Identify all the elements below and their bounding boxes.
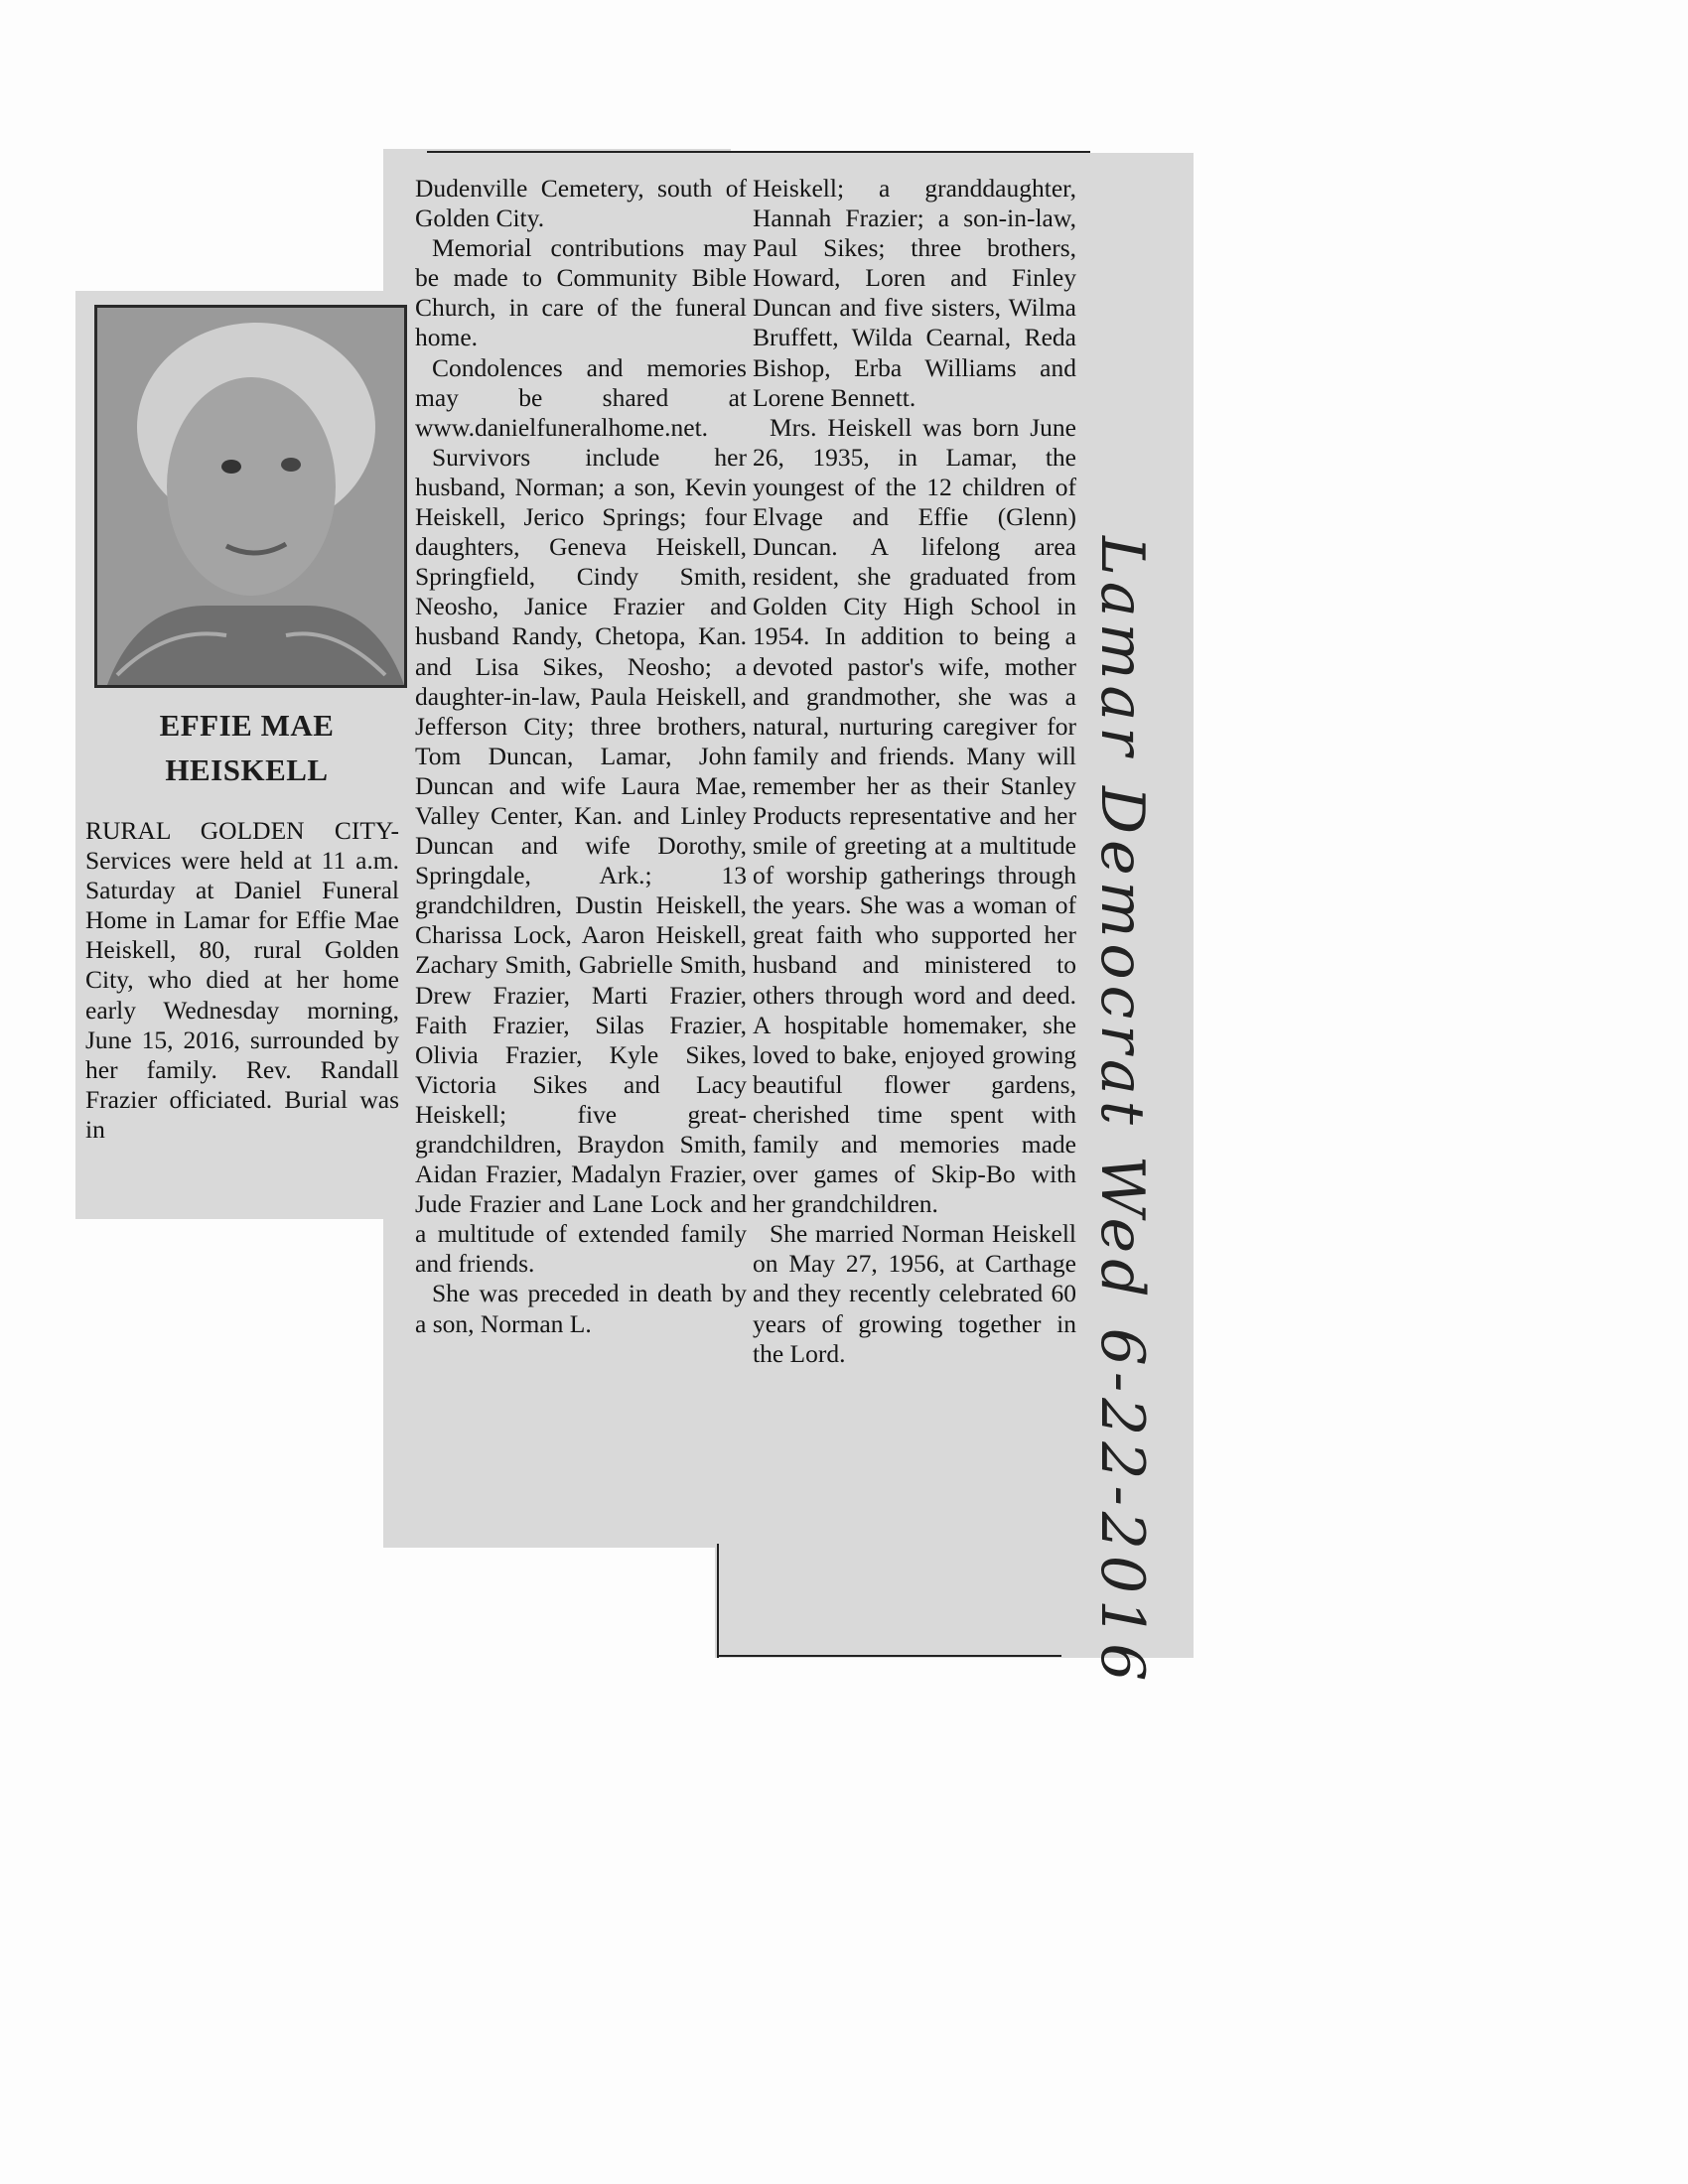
- paragraph: Heiskell; a granddaughter, Hannah Frazier; a son-in-law, Paul Sikes; three brothers, Howard, Loren and Finley Duncan and five sisters, Wilma Bruffett, Wilda Cearnal, Reda Bishop, Erba Williams and Lorene Bennett.: [753, 174, 1076, 412]
- paragraph: She married Norman Heiskell on May 27, 1956, at Carthage and they recently celebrated 60 years of growing together in the Lord.: [753, 1219, 1076, 1368]
- paragraph: Memorial contributions may be made to Community Bible Church, in care of the funeral home.: [415, 233, 747, 352]
- column-rule-left: [717, 1544, 719, 1658]
- column-rule-bottom: [719, 1655, 1061, 1657]
- handwritten-source-note: Lamar Democrat Wed 6-22-2016: [1087, 536, 1157, 1688]
- deceased-name: [95, 703, 398, 792]
- name-line-1: EFFIE MAE: [159, 708, 335, 743]
- paragraph: Survivors include her husband, Norman; a son, Kevin Heiskell, Jerico Springs; four daughters, Geneva Heiskell, Springfield, Cindy Smith, Neosho, Janice Frazier and husband Randy, Chetopa, Kan. and Lisa Sikes, Neosho; a daughter-in-law, Paula Heiskell, Jefferson City; three brothers, Tom Duncan, Lamar, John Duncan and wife Laura Mae, Valley Center, Kan. and Linley Duncan and wife Dorothy, Springdale, Ark.; 13 grandchildren, Dustin Heiskell, Charissa Lock, Aaron Heiskell, Zachary Smith, Gabrielle Smith, Drew Frazier, Marti Frazier, Faith Frazier, Silas Frazier, Olivia Frazier, Kyle Sikes, Victoria Sikes and Lacy Heiskell; five great-grandchildren, Braydon Smith, Aidan Frazier, Madalyn Frazier, Jude Frazier and Lane Lock and a multitude of extended family and friends.: [415, 442, 747, 1279]
- paragraph: RURAL GOLDEN CITY-Services were held at 11 a.m. Saturday at Daniel Funeral Home in Lamar for Effie Mae Heiskell, 80, rural Golden City, who died at her home early Wednesday morning, June 15, 2016, surrounded by her family. Rev. Randall Frazier officiated. Burial was in: [85, 816, 399, 1144]
- paragraph: Dudenville Cemetery, south of Golden City.: [415, 174, 747, 233]
- obituary-column-3: [753, 174, 1076, 1369]
- paragraph: She was preceded in death by a son, Norman L.: [415, 1279, 747, 1338]
- column-rule-top: [427, 151, 1090, 153]
- obituary-column-1: [85, 816, 399, 1145]
- portrait-photo: [94, 305, 407, 688]
- obituary-column-2: [415, 174, 747, 1339]
- paragraph: Mrs. Heiskell was born June 26, 1935, in Lamar, the youngest of the 12 children of Elvage and Effie (Glenn) Duncan. A lifelong area resident, she graduated from Golden City High School in 1954. In addition to being a devoted pastor's wife, mother and grandmother, she was a natural, nurturing caregiver for family and friends. Many will remember her as their Stanley Products representative and her smile of greeting at a multitude of worship gatherings through the years. She was a woman of great faith who supported her husband and ministered to others through word and deed. A hospitable homemaker, she loved to bake, enjoyed growing beautiful flower gardens, cherished time spent with family and memories made over games of Skip-Bo with her grandchildren.: [753, 412, 1076, 1219]
- portrait-image: [97, 308, 404, 685]
- paragraph: Condolences and memories may be shared at www.danielfuneralhome.net.: [415, 352, 747, 442]
- name-line-2: HEISKELL: [165, 752, 329, 787]
